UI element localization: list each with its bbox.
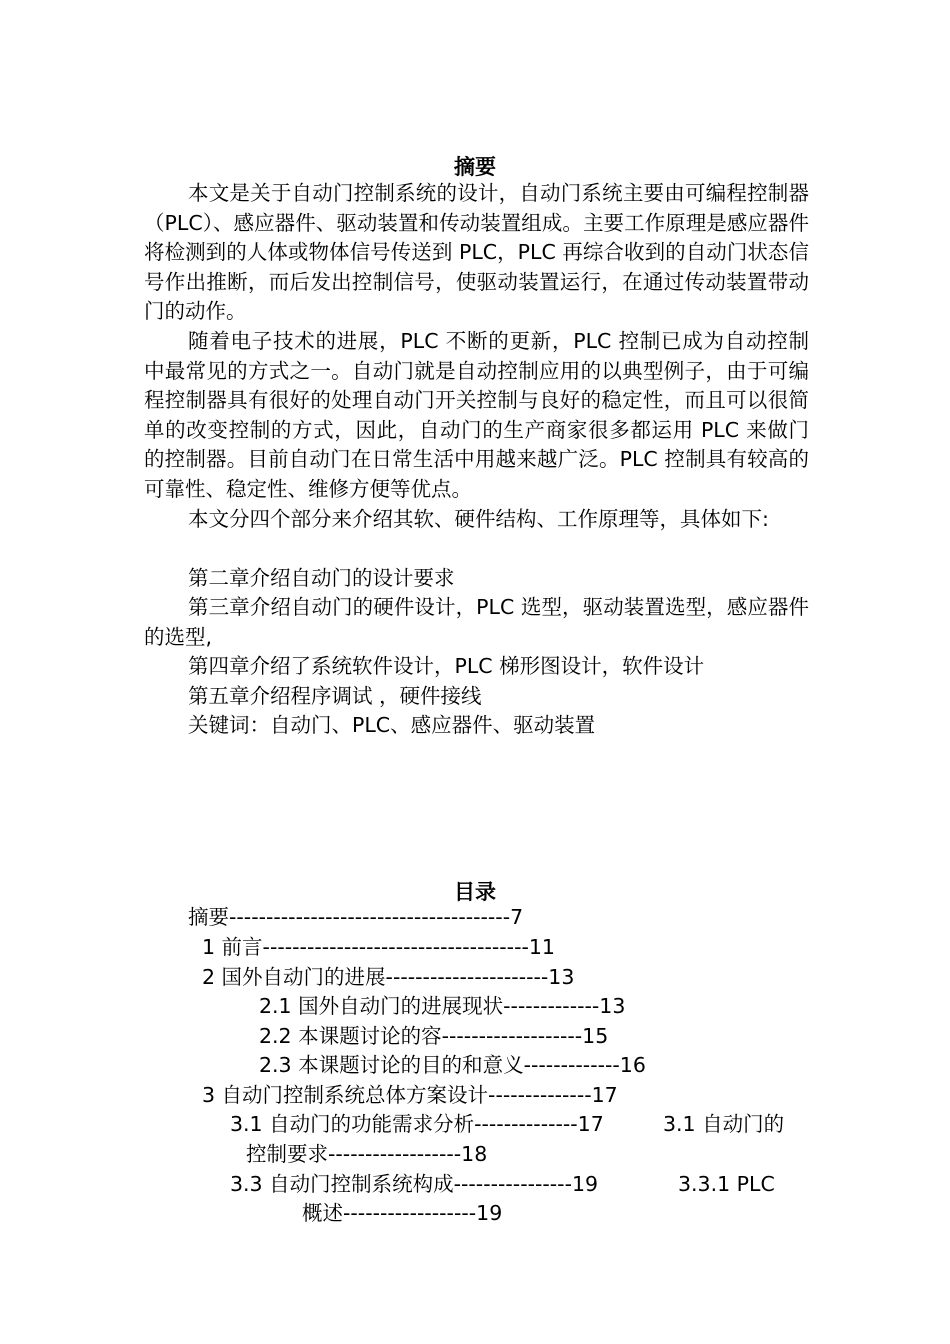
toc-entry-1: 1 前言------------------------------------11 xyxy=(202,935,555,959)
abstract-chapter-4: 第四章介绍了系统软件设计，PLC 梯形图设计，软件设计 xyxy=(188,654,705,678)
toc-entry-2-2: 2.2 本课题讨论的容-------------------15 xyxy=(259,1024,609,1048)
toc-entry-3-1: 3.1 自动门的功能需求分析--------------17 xyxy=(230,1112,604,1136)
toc-entry-3-1b: 3.1 自动门的 xyxy=(663,1112,785,1136)
toc-entry-3-3-1: 3.3.1 PLC xyxy=(678,1172,775,1196)
toc-entry-3-3: 3.3 自动门控制系统构成----------------19 xyxy=(230,1172,599,1196)
abstract-chapter-3: 第三章介绍自动门的硬件设计，PLC 选型，驱动装置选型，感应器件的选型, xyxy=(144,595,809,649)
toc-entry-3: 3 自动门控制系统总体方案设计--------------17 xyxy=(202,1083,618,1107)
abstract-chapter-5: 第五章介绍程序调试 ，硬件接线 xyxy=(188,684,482,708)
abstract-title: 摘要 xyxy=(454,155,496,179)
toc-entry-abstract: 摘要--------------------------------------7 xyxy=(188,905,524,929)
toc-entry-3-3-1-cont: 概述------------------19 xyxy=(302,1201,503,1225)
toc-entry-3-1b-cont: 控制要求------------------18 xyxy=(246,1142,488,1166)
abstract-chapter-2: 第二章介绍自动门的设计要求 xyxy=(188,566,455,590)
toc-entry-2-1: 2.1 国外自动门的进展现状-------------13 xyxy=(259,994,626,1018)
toc-entry-2: 2 国外自动门的进展----------------------13 xyxy=(202,965,575,989)
abstract-paragraph-2: 随着电子技术的进展，PLC 不断的更新，PLC 控制已成为自动控制中最常见的方式之一。自动门就是自动控制应用的以典型例子，由于可编程控制器具有很好的处理自动门开关控制与良好的稳定性，而且可以很简单的改变控制的方式，因此，自动门的生产商家很多都运用 PLC 来做门的控制器。目前自动门在日常生活中用越来越广泛。PLC 控制具有较高的可靠性、稳定性、维修方便等优点。 xyxy=(144,329,809,501)
abstract-paragraph-1: 本文是关于自动门控制系统的设计，自动门系统主要由可编程控制器（PLC）、感应器件、驱动装置和传动装置组成。主要工作原理是感应器件将检测到的人体或物体信号传送到 PLC，PLC 再综合收到的自动门状态信号作出推断，而后发出控制信号，使驱动装置运行，在通过传动装置带动门的动作。 xyxy=(144,181,809,324)
toc-title: 目录 xyxy=(454,880,496,904)
abstract-paragraph-3: 本文分四个部分来介绍其软、硬件结构、工作原理等，具体如下: xyxy=(188,507,769,531)
toc-entry-2-3: 2.3 本课题讨论的目的和意义-------------16 xyxy=(259,1053,646,1077)
abstract-keywords: 关键词：自动门、PLC、感应器件、驱动装置 xyxy=(188,713,596,737)
